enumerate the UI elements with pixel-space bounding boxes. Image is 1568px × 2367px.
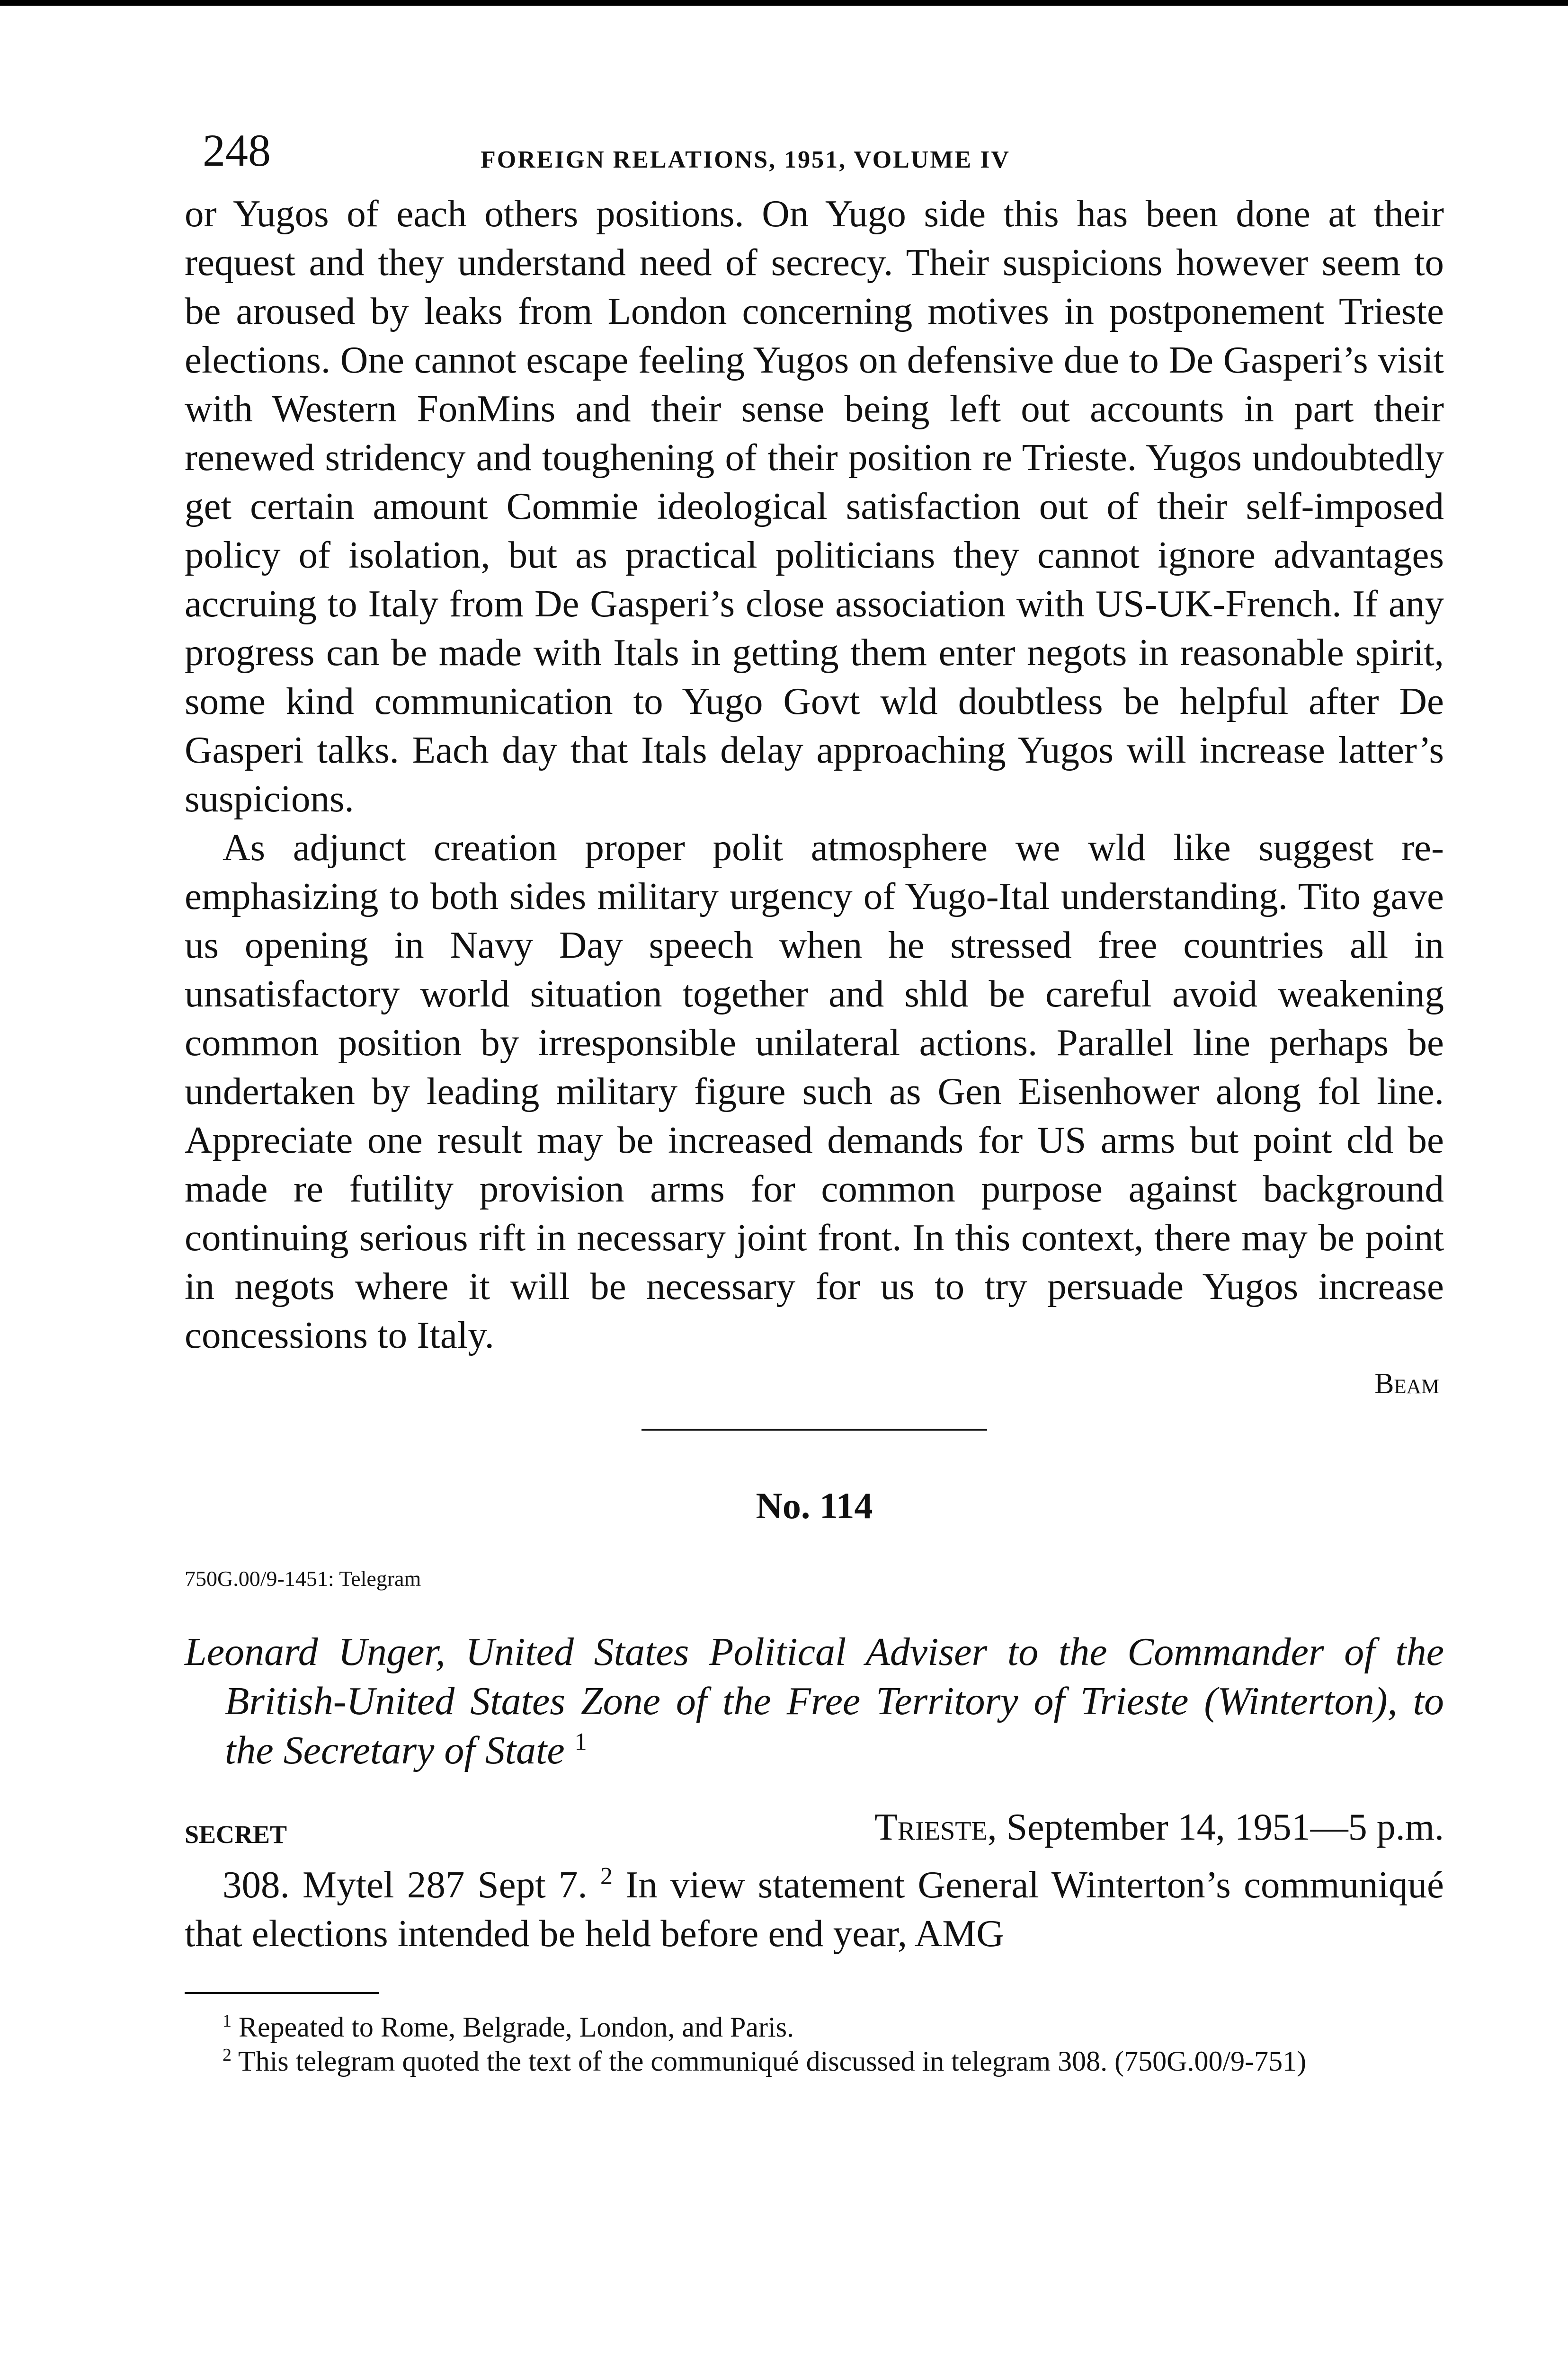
footnote-reference-2[interactable]: 2: [600, 1863, 613, 1890]
footnote-1-mark: 1: [223, 2011, 232, 2031]
running-title: FOREIGN RELATIONS, 1951, VOLUME IV: [481, 146, 1010, 173]
dateline: [185, 1808, 1444, 1860]
footnote-2-mark: 2: [223, 2045, 232, 2065]
footnote-2-text: This telegram quoted the text of the communiqué discussed in telegram 308. (750G.00/9-751): [238, 2046, 1307, 2077]
top-edge-rule: [0, 0, 1568, 6]
body-paragraph-2: As adjunct creation proper polit atmosphere we wld like suggest re-emphasizing to both sides military urgency of Yugo-Ital understanding. Tito gave us opening in Navy Day speech when he stressed free countries all in unsatisfactory world situation together and shld be careful avoid weakening common position by irresponsible unilateral actions. Parallel line perhaps be undertaken by leading military figure such as Gen Eisenhower along fol line. Appreciate one result may be increased demands for US arms but point cld be made re futility provision arms for common purpose against background continuing serious rift in necessary joint front. In this context, there may be point in negots where it will be necessary for us to try persuade Yugos increase concessions to Italy.: [185, 826, 1444, 1356]
document-page: [185, 118, 1444, 2078]
telegram-text: [185, 1860, 1444, 1958]
place-and-date: [874, 1808, 1444, 1846]
footnote-2: [185, 2044, 1444, 2078]
running-header: [185, 118, 1444, 189]
page-number: 248: [203, 125, 271, 176]
signature: Beam: [1374, 1368, 1439, 1400]
classification-label: SECRET: [185, 1820, 287, 1849]
footnote-reference-1[interactable]: 1: [574, 1728, 587, 1755]
footnote-rule: [185, 1992, 379, 1994]
date-text: , September 14, 1951—5 p.m.: [987, 1806, 1444, 1848]
footnote-1-text: Repeated to Rome, Belgrade, London, and Paris.: [239, 2011, 794, 2043]
place-name: Trieste: [874, 1806, 988, 1848]
document-number: No. 114: [756, 1485, 873, 1526]
footnote-1: [185, 2010, 1444, 2044]
document-heading-text: Leonard Unger, United States Political Adviser to the Commander of the British-United States Zone of the Free Territory of Trieste (Winterton), to the Secretary of State: [185, 1630, 1444, 1772]
file-reference: 750G.00/9-1451: Telegram: [185, 1566, 421, 1591]
document-heading: [185, 1628, 1444, 1775]
telegram-text-start: 308. Mytel 287 Sept 7.: [223, 1863, 588, 1906]
section-divider: [641, 1429, 987, 1431]
body-paragraph-1: or Yugos of each others positions. On Yugo side this has been done at their request and they understand need of secrecy. Their suspicions however seem to be aroused by leaks from London concerning motives in postponement Trieste elections. One cannot escape feeling Yugos on defensive due to De Gasperi’s visit with Western FonMins and their sense being left out accounts in part their renewed stridency and toughening of their position re Trieste. Yugos undoubtedly get certain amount Commie ideological satisfaction out of their self-imposed policy of isolation, but as practical politicians they cannot ignore advantages accruing to Italy from De Gasperi’s close association with US-UK-French. If any progress can be made with Itals in getting them enter negots in reasonable spirit, some kind communication to Yugo Govt wld doubtless be helpful after De Gasperi talks. Each day that Itals delay approaching Yugos will increase latter’s suspicions.: [185, 192, 1444, 820]
telegram-text-rest: In view statement General Winterton’s communiqué that elections intended be held before end year, AMG: [185, 1863, 1444, 1955]
